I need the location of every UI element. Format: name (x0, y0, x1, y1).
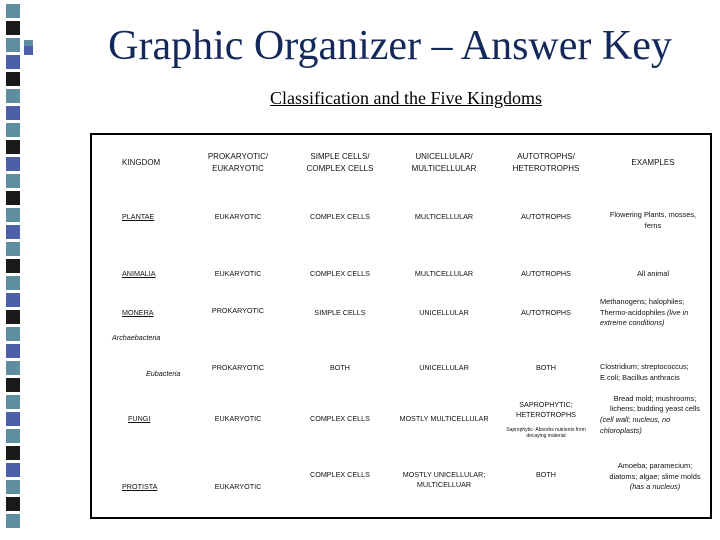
protista-cell-type: EUKARYOTIC (214, 481, 262, 491)
kingdom-monera: MONERA (122, 307, 154, 317)
monera-cellularity: UNICELLULAR (419, 307, 469, 317)
animalia-cellularity: MULTICELLULAR (414, 268, 474, 278)
protista-cellularity: MOSTLY UNICELLULAR; MULTICELLUAR (402, 469, 486, 489)
kingdom-animalia: ANIMALIA (122, 268, 156, 278)
fungi-nutrition: SAPROPHYTIC; HETEROTROPHS (516, 399, 576, 419)
header-cell-type: PROKARYOTIC/ EUKARYOTIC (207, 152, 269, 173)
kingdom-protista: PROTISTA (122, 481, 158, 491)
header-examples: EXAMPLES (631, 158, 675, 167)
animalia-nutrition: AUTOTROPHS (521, 268, 571, 278)
monera-complexity: SIMPLE CELLS (314, 307, 366, 317)
five-kingdoms-table (90, 133, 712, 519)
header-cellularity: UNICELLULAR/ MULTICELLULAR (411, 152, 477, 173)
plantae-cellularity: MULTICELLULAR (414, 211, 474, 221)
page-title: Graphic Organizer – Answer Key (108, 23, 672, 69)
monera-nutrition: AUTOTROPHS (521, 307, 571, 317)
header-complexity: SIMPLE CELLS/ COMPLEX CELLS (306, 152, 374, 173)
plantae-examples: Flowering Plants, mosses, ferns (609, 210, 697, 230)
monera-cell-type: PROKARYOTIC (211, 305, 265, 315)
page-subtitle: Classification and the Five Kingdoms (270, 88, 542, 108)
eubacteria-cell-type: PROKARYOTIC (211, 362, 265, 372)
animalia-complexity: COMPLEX CELLS (310, 268, 370, 278)
plantae-nutrition: AUTOTROPHS (521, 211, 571, 221)
fungi-examples: Bread mold; mushrooms; lichens; budding yeast cells (cell wall; nucleus, no chloroplasts) (600, 393, 700, 435)
fungi-cell-type: EUKARYOTIC (214, 413, 262, 423)
animalia-cell-type: EUKARYOTIC (214, 268, 262, 278)
header-nutrition: AUTOTROPHS/ HETEROTROPHS (512, 152, 580, 173)
protista-nutrition: BOTH (536, 469, 556, 479)
eubacteria-complexity: BOTH (330, 362, 350, 372)
eubacteria-examples: Clostridium; streptococcus; E.coli; Bacillus anthracis (600, 362, 689, 382)
fungi-complexity: COMPLEX CELLS (310, 413, 370, 423)
plantae-complexity: COMPLEX CELLS (310, 211, 370, 221)
eubacteria-cellularity: UNICELLULAR (419, 362, 469, 372)
plantae-cell-type: EUKARYOTIC (214, 211, 262, 221)
kingdom-eubacteria: Eubacteria (146, 368, 181, 378)
monera-sub-label: Archaebacteria (112, 332, 161, 342)
header-kingdom: KINGDOM (122, 158, 161, 167)
protista-examples: Amoeba; paramecium; diatoms; algae; slime molds (has a nucleus) (609, 460, 701, 492)
fungi-nutrition-note: Saprophytic- Absorbs nutrients from decaying material (506, 426, 586, 439)
monera-examples: Methanogens; halophiles; Thermo-acidophiles (live in extreme conditions) (600, 296, 689, 328)
decorative-square-bar (0, 0, 62, 540)
protista-complexity: COMPLEX CELLS (310, 469, 370, 479)
kingdom-fungi: FUNGI (128, 413, 151, 423)
eubacteria-nutrition: BOTH (536, 362, 556, 372)
fungi-cellularity: MOSTLY MULTICELLULAR (399, 413, 489, 423)
kingdom-plantae: PLANTAE (122, 211, 155, 221)
animalia-examples: All animal (636, 268, 670, 278)
